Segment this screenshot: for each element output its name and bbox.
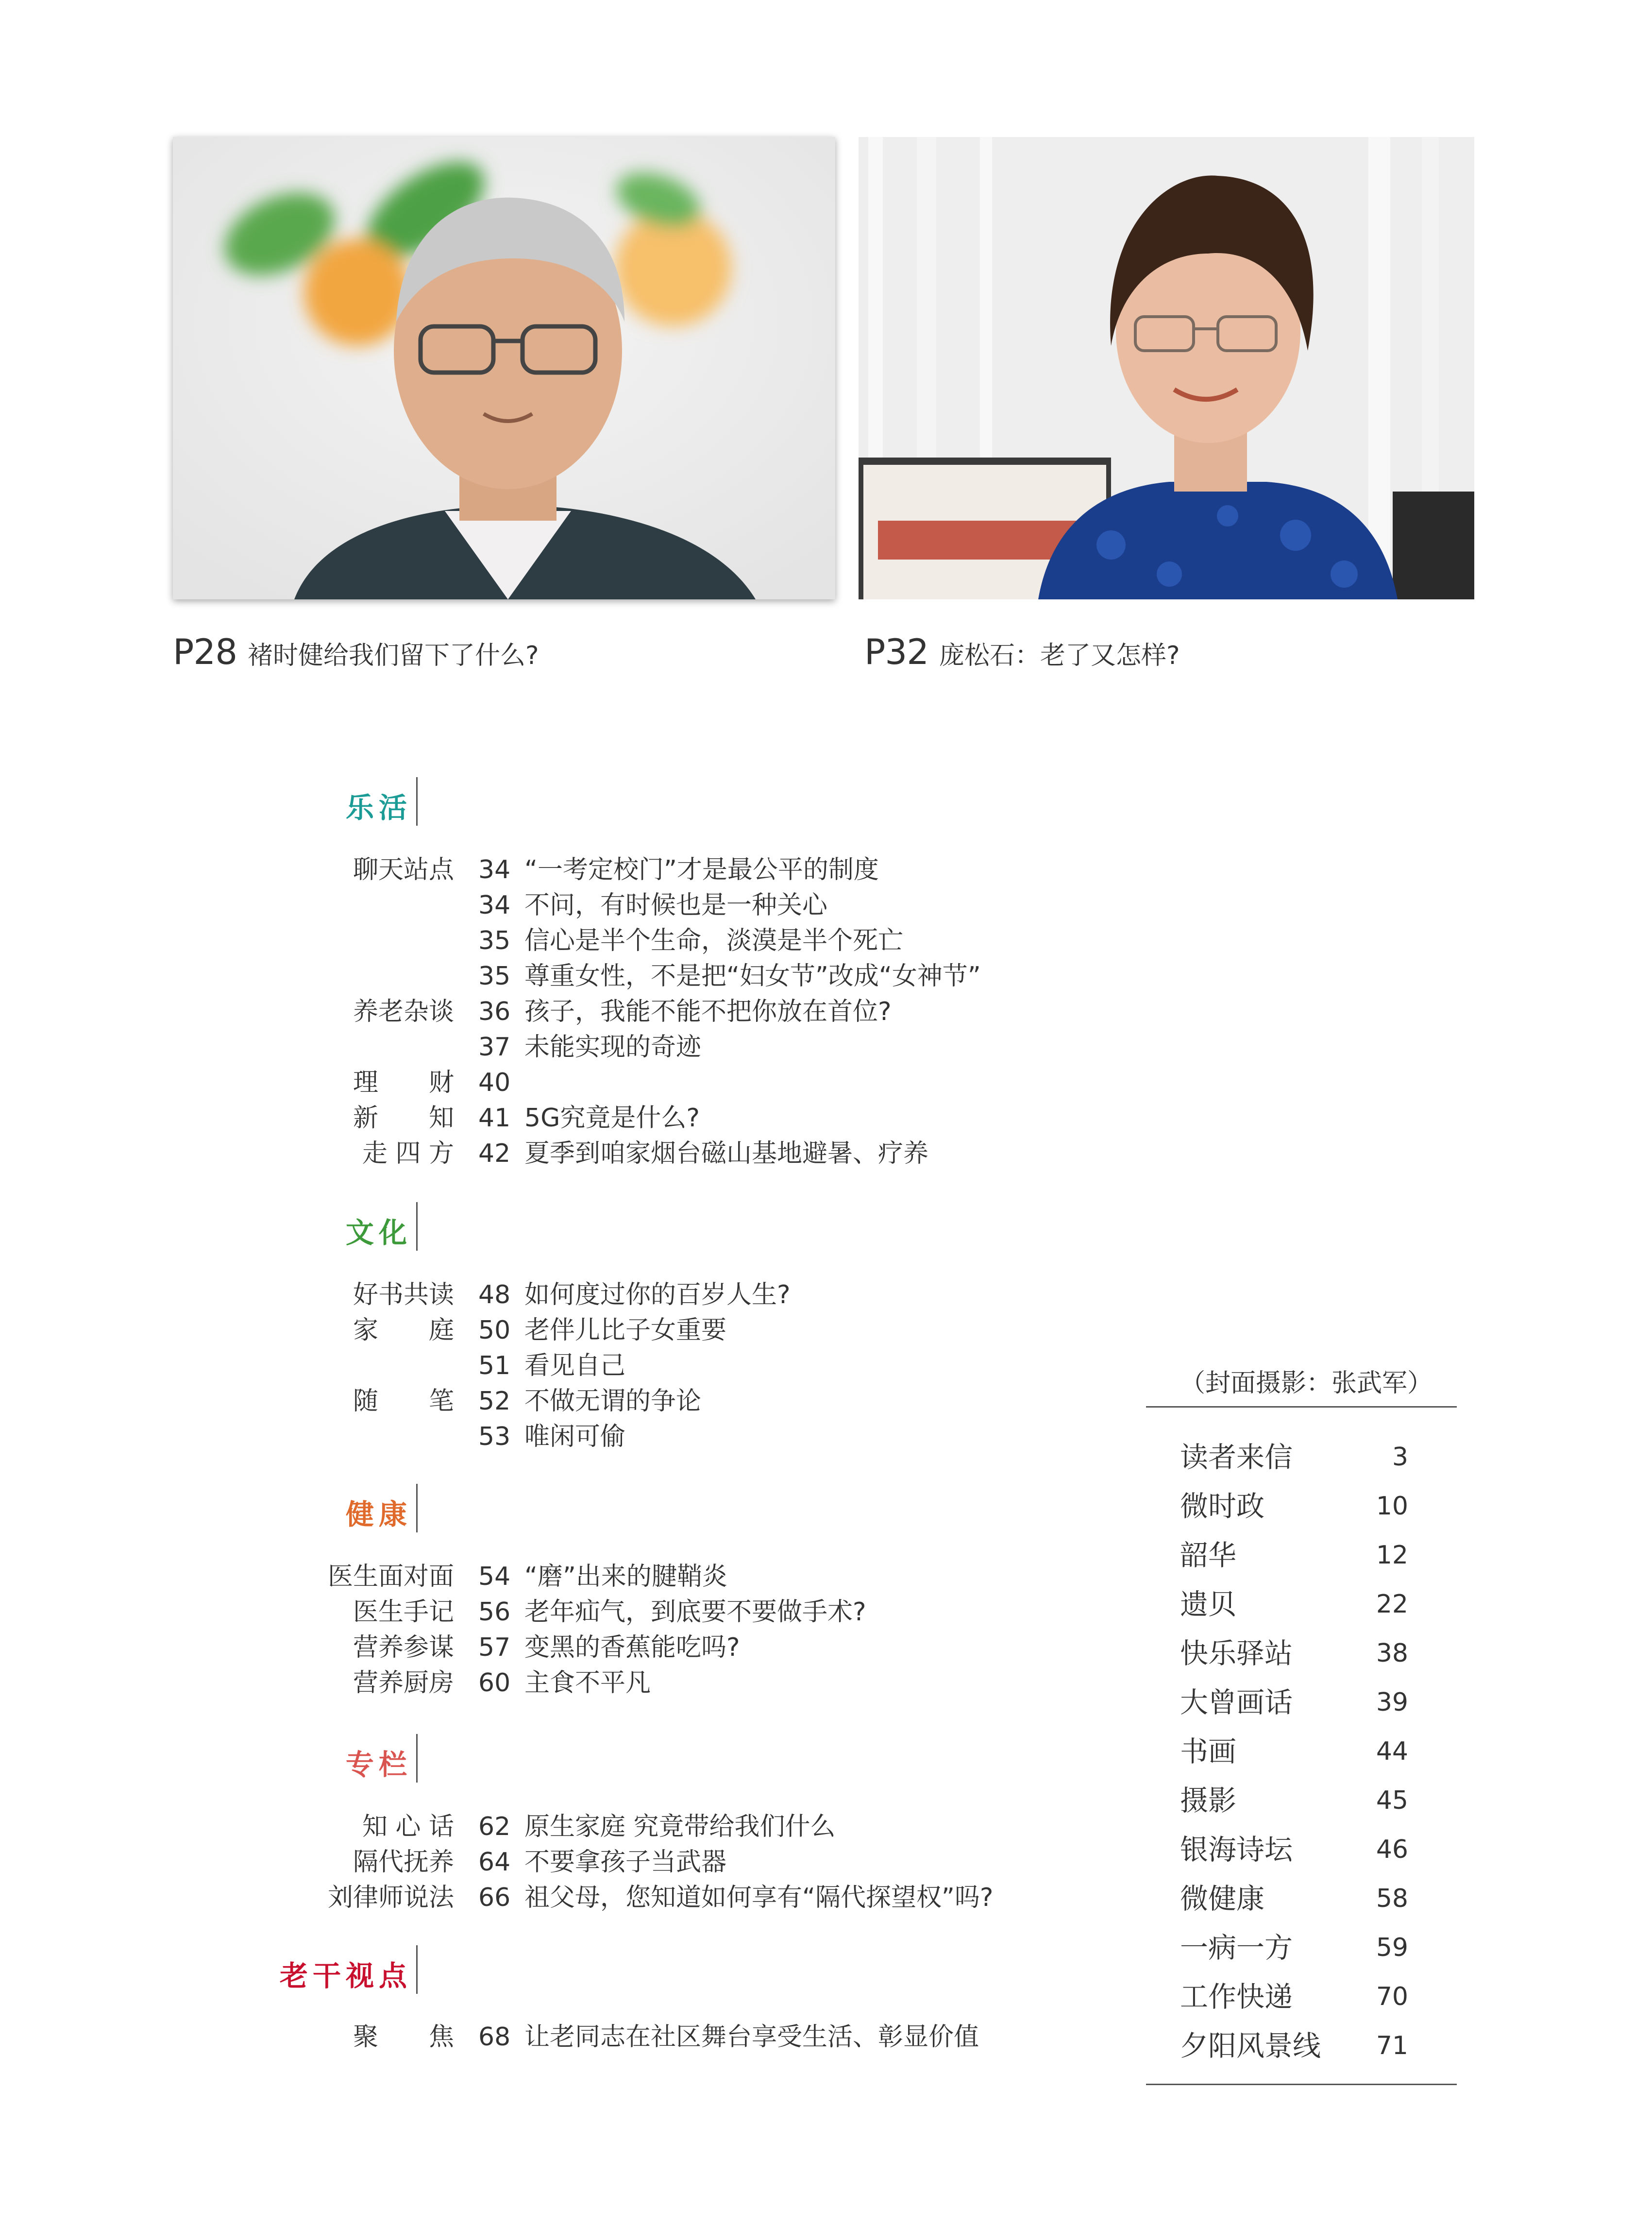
section-heading [311, 1479, 456, 1532]
column-name: 医生面对面 [327, 1562, 454, 1591]
index-item[interactable] [1180, 1776, 1408, 1825]
index-page-number: 3 [1392, 1443, 1408, 1472]
index-item[interactable] [1180, 1825, 1408, 1874]
column-name: 隔代抚养 [353, 1848, 454, 1877]
section-heading [311, 772, 456, 826]
toc-entry[interactable] [0, 1809, 1117, 1845]
article-title: 夏季到咱家烟台磁山基地避暑、疗养 [524, 1139, 929, 1168]
index-page-number: 12 [1376, 1541, 1408, 1570]
index-item[interactable] [1180, 1629, 1408, 1678]
feature-page-number: P28 [173, 631, 237, 672]
index-column-name: 银海诗坛 [1180, 1833, 1293, 1866]
page-number: 57 [478, 1633, 511, 1662]
index-page-number: 58 [1376, 1884, 1408, 1913]
section-entries [0, 2020, 1117, 2055]
toc-entry[interactable] [0, 1277, 1117, 1313]
section-entries [0, 852, 1117, 1172]
article-title: “磨”出来的腱鞘炎 [524, 1562, 727, 1591]
article-title: 变黑的香蕉能吃吗? [524, 1633, 740, 1662]
index-column-name: 一病一方 [1180, 1931, 1293, 1964]
article-title: 5G究竟是什么? [524, 1104, 700, 1133]
page-number: 53 [478, 1422, 511, 1451]
toc-entry[interactable] [0, 1419, 1117, 1455]
column-name: 理 财 [353, 1068, 454, 1097]
toc-entry[interactable] [0, 1384, 1117, 1419]
column-name: 刘律师说法 [327, 1883, 454, 1912]
article-title: 老伴儿比子女重要 [524, 1316, 727, 1345]
article-title: 信心是半个生命，淡漠是半个死亡 [524, 926, 904, 955]
page-number: 50 [478, 1316, 511, 1345]
page-number: 54 [478, 1562, 511, 1591]
index-item[interactable] [1180, 2022, 1408, 2071]
index-column-name: 大曾画话 [1180, 1686, 1293, 1719]
toc-entry[interactable] [0, 1101, 1117, 1136]
index-column-name: 微健康 [1180, 1882, 1265, 1915]
index-item[interactable] [1180, 1482, 1408, 1531]
page-number: 36 [478, 997, 511, 1026]
section-title: 文化 [345, 1216, 412, 1249]
section-title: 老干视点 [279, 1959, 412, 1992]
index-column-name: 韶华 [1180, 1539, 1237, 1572]
article-title: 不做无谓的争论 [524, 1387, 702, 1416]
toc-entry[interactable] [0, 1348, 1117, 1384]
page-number: 41 [478, 1104, 511, 1133]
article-title: 如何度过你的百岁人生? [524, 1280, 791, 1309]
index-page-number: 44 [1376, 1737, 1408, 1766]
feature-photo-elderly-man [173, 137, 835, 599]
toc-entry[interactable] [0, 888, 1117, 923]
feature-photo-elderly-woman [859, 137, 1474, 599]
index-page-number: 71 [1376, 2031, 1408, 2060]
article-title: 尊重女性，不是把“妇女节”改成“女神节” [524, 962, 981, 991]
article-title: 祖父母，您知道如何享有“隔代探望权”吗? [524, 1883, 994, 1912]
index-column-name: 书画 [1180, 1735, 1237, 1768]
column-name: 营养参谋 [353, 1633, 454, 1662]
toc-entry[interactable] [0, 1665, 1117, 1701]
toc-entry[interactable] [0, 1559, 1117, 1595]
toc-entry[interactable] [0, 1595, 1117, 1630]
section-divider-bar [416, 777, 418, 826]
feature-title: 庞松石：老了又怎样? [939, 641, 1180, 670]
column-name: 好书共读 [353, 1280, 454, 1309]
page-number: 34 [478, 891, 511, 920]
column-name: 聊天站点 [353, 855, 454, 884]
article-title: 看见自己 [524, 1351, 626, 1380]
toc-entry[interactable] [0, 1065, 1117, 1101]
column-name: 养老杂谈 [353, 997, 454, 1026]
index-item[interactable] [1180, 1727, 1408, 1776]
index-item[interactable] [1180, 1580, 1408, 1629]
index-item[interactable] [1180, 1972, 1408, 2022]
index-item[interactable] [1180, 1433, 1408, 1482]
article-title: 未能实现的奇迹 [524, 1033, 702, 1062]
page-number: 51 [478, 1351, 511, 1380]
column-name: 营养厨房 [353, 1668, 454, 1698]
index-page-number: 59 [1376, 1933, 1408, 1962]
page-number: 52 [478, 1387, 511, 1416]
index-column-name: 工作快递 [1180, 1980, 1293, 2013]
page-number: 62 [478, 1812, 511, 1841]
index-page-number: 70 [1376, 1982, 1408, 2011]
index-column-name: 读者来信 [1180, 1441, 1293, 1474]
toc-entry[interactable] [0, 1313, 1117, 1348]
column-name: 聚 焦 [353, 2022, 454, 2052]
section-title: 乐活 [345, 791, 412, 824]
toc-entry[interactable] [0, 1030, 1117, 1065]
index-page-number: 10 [1376, 1492, 1408, 1521]
section-heading [311, 1729, 456, 1783]
section-title: 专栏 [345, 1748, 412, 1781]
page-number: 68 [478, 2022, 511, 2052]
toc-entry[interactable] [0, 923, 1117, 959]
page-number: 48 [478, 1280, 511, 1309]
toc-entry[interactable] [0, 1630, 1117, 1665]
toc-entry[interactable] [0, 994, 1117, 1030]
index-page-number: 46 [1376, 1835, 1408, 1864]
article-title: 不问，有时候也是一种关心 [524, 891, 828, 920]
divider [1146, 1406, 1457, 1408]
index-item[interactable] [1180, 1874, 1408, 1923]
section-divider-bar [416, 1945, 418, 1994]
index-column-name: 摄影 [1180, 1784, 1237, 1817]
section-heading [279, 1940, 456, 1994]
index-page-number: 39 [1376, 1688, 1408, 1717]
article-title: 老年疝气，到底要不要做手术? [524, 1597, 866, 1627]
index-page-number: 38 [1376, 1639, 1408, 1668]
page-number: 35 [478, 926, 511, 955]
feature-caption[interactable] [173, 631, 539, 672]
article-title: 原生家庭 究竟带给我们什么 [524, 1812, 836, 1841]
index-column-name: 夕阳风景线 [1180, 2029, 1321, 2062]
page-number: 42 [478, 1139, 511, 1168]
page-number: 35 [478, 962, 511, 991]
article-title: 唯闲可偷 [524, 1422, 626, 1451]
section-divider-bar [416, 1484, 418, 1532]
column-name: 走 四 方 [362, 1139, 454, 1168]
page-number: 66 [478, 1883, 511, 1912]
page-number: 64 [478, 1848, 511, 1877]
article-title: 不要拿孩子当武器 [524, 1848, 727, 1877]
toc-entry[interactable] [0, 1880, 1117, 1916]
feature-caption[interactable] [864, 631, 1180, 672]
index-column-name: 微时政 [1180, 1490, 1265, 1523]
index-page-number: 45 [1376, 1786, 1408, 1815]
index-item[interactable] [1180, 1531, 1408, 1580]
column-name: 家 庭 [353, 1316, 454, 1345]
section-entries [0, 1559, 1117, 1701]
page-number: 56 [478, 1597, 511, 1627]
article-title: 主食不平凡 [524, 1668, 651, 1698]
index-item[interactable] [1180, 1923, 1408, 1972]
section-entries [0, 1277, 1117, 1455]
index-column-name: 快乐驿站 [1180, 1637, 1293, 1670]
column-name: 新 知 [353, 1104, 454, 1133]
index-page-number: 22 [1376, 1590, 1408, 1619]
index-column-name: 遗贝 [1180, 1588, 1237, 1621]
cover-photo-credit: （封面摄影：张武军） [1180, 1369, 1433, 1398]
page-number: 40 [478, 1068, 511, 1097]
article-title: “一考定校门”才是最公平的制度 [524, 855, 879, 884]
toc-entry[interactable] [0, 1845, 1117, 1880]
section-divider-bar [416, 1734, 418, 1783]
article-title: 孩子，我能不能不把你放在首位? [524, 997, 892, 1026]
divider [1146, 2084, 1457, 2085]
section-divider-bar [416, 1202, 418, 1251]
section-title: 健康 [345, 1498, 412, 1531]
page-number: 37 [478, 1033, 511, 1062]
page-number: 60 [478, 1668, 511, 1698]
section-entries [0, 1809, 1117, 1916]
column-name: 随 笔 [353, 1387, 454, 1416]
toc-entry[interactable] [0, 1136, 1117, 1172]
feature-page-number: P32 [864, 631, 929, 672]
index-item[interactable] [1180, 1678, 1408, 1727]
toc-entry[interactable] [0, 959, 1117, 994]
toc-entry[interactable] [0, 852, 1117, 888]
toc-entry[interactable] [0, 2020, 1117, 2055]
column-name: 知 心 话 [362, 1812, 454, 1841]
regular-columns-index [1180, 1433, 1408, 2071]
section-heading [311, 1197, 456, 1251]
article-title: 让老同志在社区舞台享受生活、彰显价值 [524, 2022, 979, 2052]
column-name: 医生手记 [353, 1597, 454, 1627]
page-number: 34 [478, 855, 511, 884]
feature-title: 褚时健给我们留下了什么? [248, 641, 539, 670]
